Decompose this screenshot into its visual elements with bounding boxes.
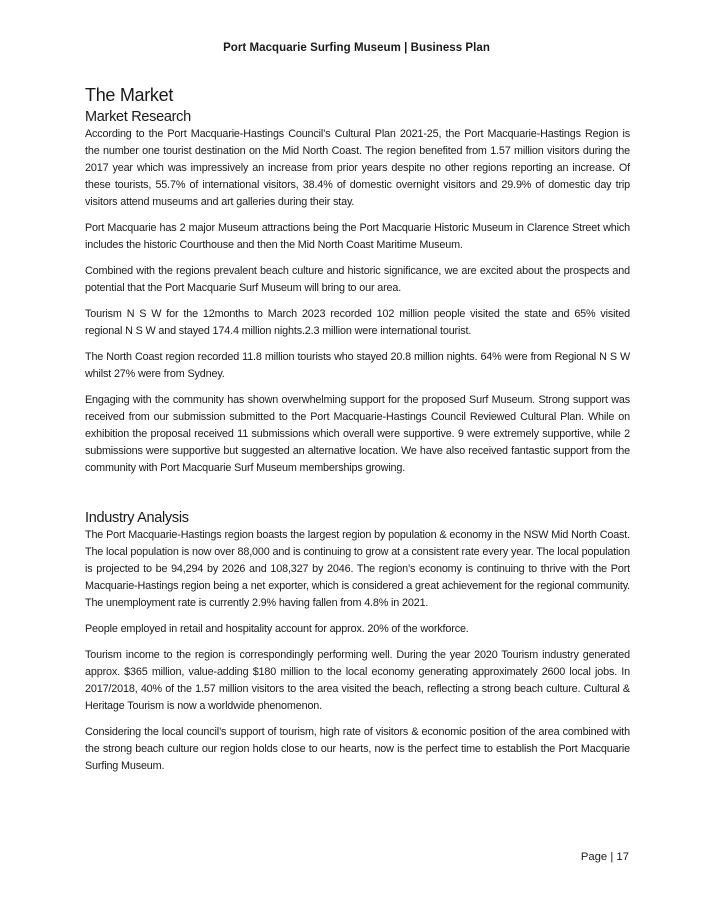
page-header: Port Macquarie Surfing Museum | Business Plan: [223, 42, 490, 54]
industry-analysis-paragraph-1: The Port Macquarie-Hastings region boasts the largest region by population & economy in the NSW Mid North Coast. The local population is now over 88,000 and is continuing to grow at a consistent rate every year. The local population is projected to be 94,294 by 2026 and 108,327 by 2046. The region’s economy is continuing to thrive with the Port Macquarie-Hastings region being a net exporter, which is considered a great achievement for the regional community. The unemployment rate is currently 2.9% having fallen from 4.8% in 2021.: [85, 529, 630, 609]
industry-analysis-paragraph-3: Tourism income to the region is correspondingly performing well. During the year 2020 Tourism industry generated approx. $365 million, value-adding $180 million to the local economy generating approximately 2600 local jobs. In 2017/2018, 40% of the 1.57 million visitors to the area visited the beach, reflecting a strong beach culture. Cultural & Heritage Tourism is now a worldwide phenomenon.: [85, 649, 630, 712]
market-research-paragraph-1: According to the Port Macquarie-Hastings Council’s Cultural Plan 2021-25, the Port Macquarie-Hastings Region is the number one tourist destination on the Mid North Coast. The region benefited from 1.57 million visitors during the 2017 year which was impressively an increase from prior years despite no other regions reporting an increase. Of these tourists, 55.7% of international visitors, 38.4% of domestic overnight visitors and 29.9% of domestic day trip visitors attend museums and art galleries during their stay.: [85, 128, 630, 208]
market-research-paragraph-3: Combined with the regions prevalent beach culture and historic significance, we are excited about the prospects and potential that the Port Macquarie Surf Museum will bring to our area.: [85, 265, 630, 294]
page-number: Page | 17: [580, 851, 629, 863]
page-content: [85, 84, 630, 784]
market-research-paragraph-2: Port Macquarie has 2 major Museum attractions being the Port Macquarie Historic Museum in Clarence Street which includes the historic Courthouse and then the Mid North Coast Maritime Museum.: [85, 222, 630, 251]
industry-analysis-heading: Industry Analysis: [85, 510, 189, 526]
market-research-heading: Market Research: [85, 109, 191, 125]
market-research-paragraph-5: The North Coast region recorded 11.8 million tourists who stayed 20.8 million nights. 64% were from Regional N S W whilst 27% were from Sydney.: [85, 351, 630, 380]
section-title: The Market: [85, 85, 174, 105]
industry-analysis-paragraph-4: Considering the local council’s support of tourism, high rate of visitors & economic position of the area combined with the strong beach culture our region holds close to our hearts, now is the perfect time to establish the Port Macquarie Surfing Museum.: [85, 726, 630, 772]
market-research-paragraph-6: Engaging with the community has shown overwhelming support for the proposed Surf Museum. Strong support was received from our submission submitted to the Port Macquarie-Hastings Council Reviewed Cultural Plan. While on exhibition the proposal received 11 submissions which overall were supportive. 9 were extremely supportive, while 2 submissions were supportive but suggested an alternative location. We have also received fantastic support from the community with Port Macquarie Surf Museum memberships growing.: [85, 394, 630, 474]
industry-analysis-paragraph-2: People employed in retail and hospitality account for approx. 20% of the workforce.: [85, 623, 469, 635]
market-research-paragraph-4: Tourism N S W for the 12months to March 2023 recorded 102 million people visited the state and 65% visited regional N S W and stayed 174.4 million nights.2.3 million were international tourist.: [85, 308, 630, 337]
